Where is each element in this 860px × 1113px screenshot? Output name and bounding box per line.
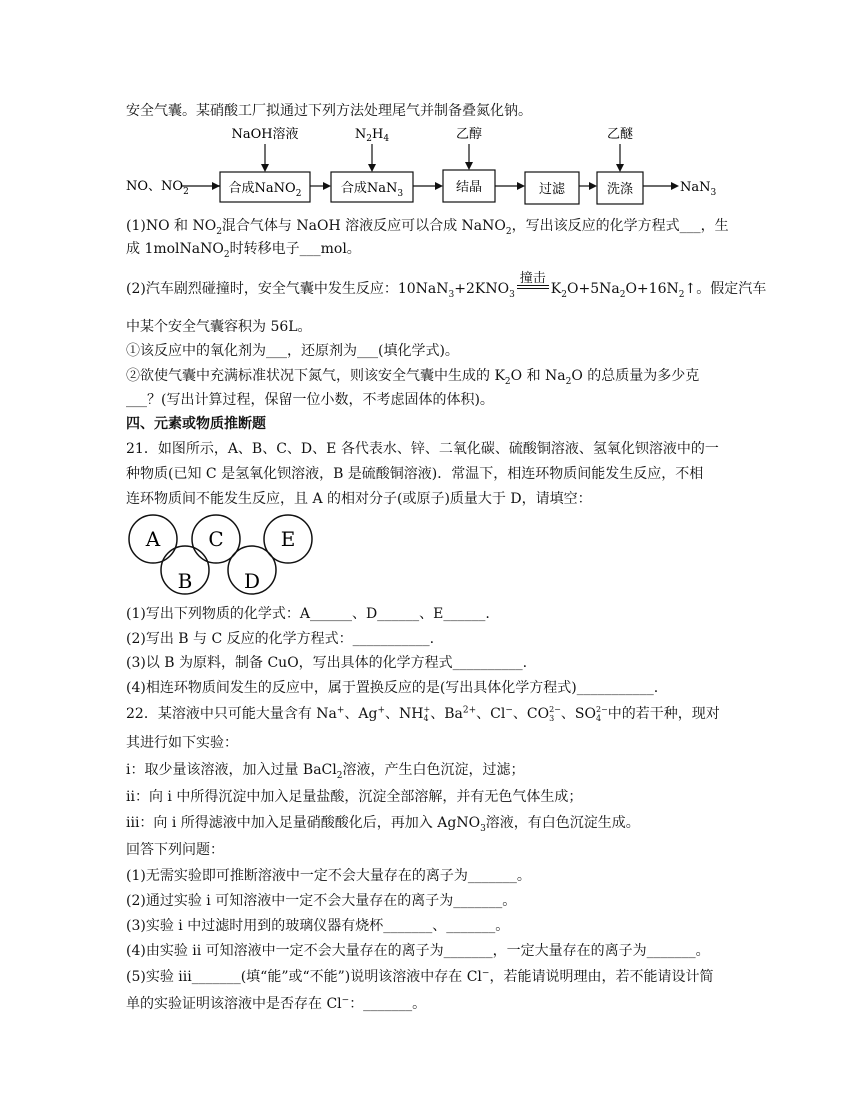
q20-part1-line2: 成 1molNaNO$_2$时转移电子___mol。 [126,241,361,260]
ring-label-b: B [177,569,193,593]
q22-ask: 回答下列问题： [126,842,224,858]
q21-sub2: (2)写出 B 与 C 反应的化学方程式：___________. [126,631,435,647]
svg-text:合成NaN3: 合成NaN$_3$ [340,181,404,199]
process-flow-diagram [120,120,740,216]
reagent-1: NaOH溶液 [231,127,299,142]
q21-line2: 种物质(已知 C 是氢氧化钡溶液，B 是硫酸铜溶液)．常温下，相连环物质间能发生反应，不相 [126,466,704,482]
q21-sub3: (3)以 B 为原料，制备 CuO，写出具体的化学方程式__________. [126,655,528,671]
q20-part4-line2: ___？(写出计算过程，保留一位小数，不考虑固体的体积)。 [126,392,494,408]
q20-part2-line1: (2)汽车剧烈碰撞时，安全气囊中发生反应：$10NaN_3+2KNO_3$ 撞击 $K_2O+5Na_2O+16N_2↑$。假定汽车 [126,271,767,300]
q20-part4-line1: ②欲使气囊中充满标准状况下氮气，则该安全气囊中生成的 $K_2O$ 和 $Na_2O$ 的总质量为多少克 [126,368,700,387]
svg-text:过滤: 过滤 [538,182,566,197]
reagent-4: 乙醚 [606,127,634,142]
section-heading: 四、元素或物质推断题 [126,416,266,432]
reagent-2: $N_2H_4$ [354,127,390,144]
q22-sub3: (3)实验 i 中过滤时用到的玻璃仪器有烧杯_______、_______。 [126,918,510,934]
q22-sub5-line2: 单的实验证明该溶液中是否存在 Cl−：_______。 [126,995,427,1012]
ring-label-d: D [243,569,261,593]
reaction-condition: 撞击 [517,285,549,293]
q21-sub1: (1)写出下列物质的化学式：A______、D______、E______. [126,606,490,622]
rings-diagram [124,512,324,600]
svg-text:洗涤: 洗涤 [606,182,634,197]
q20-part3: ①该反应中的氧化剂为___，还原剂为___(填化学式)。 [126,343,459,359]
q22-sub4: (4)由实验 ii 可知溶液中一定不会大量存在的离子为_______，一定大量存在的离子为_______。 [126,943,710,959]
q22-exp-i: i：取少量该溶液，加入过量 BaCl$_2$溶液，产生白色沉淀，过滤； [126,762,525,781]
flow-end: NaN$_3$ [680,180,717,198]
ring-label-c: C [208,527,224,551]
intro-line: 安全气囊。某硝酸工厂拟通过下列方法处理尾气并制备叠氮化钠。 [126,103,532,119]
q21-line1: 21．如图所示，A、B、C、D、E 各代表水、锌、二氧化碳、硫酸铜溶液、氢氧化钡溶液中的一 [126,441,719,457]
flow-start: NO、$NO_2$ [126,179,189,197]
q22-line2: 其进行如下实验： [126,735,238,751]
q20-part2-line2: 中某个安全气囊容积为 56L。 [126,319,312,335]
q21-sub4: (4)相连环物质间发生的反应中，属于置换反应的是(写出具体化学方程式)___________. [126,680,659,696]
q22-sub2: (2)通过实验 i 可知溶液中一定不会大量存在的离子为_______。 [126,893,517,909]
q22-exp-iii: iii：向 i 所得滤液中加入足量硝酸酸化后，再加入 AgNO$_3$溶液，有白色沉淀生成。 [126,815,640,834]
q22-sub5-line1: (5)实验 iii_______(填“能”或“不能”)说明该溶液中存在 Cl−，若能请说明理由，若不能请设计简 [126,968,714,985]
q22-line1: 22．某溶液中只可能大量含有 Na+、Ag+、NH + 4 、$Ba^{2+}$、Cl−、CO 2− 3 、SO 2− 4 中的若干种，现对 [126,705,720,723]
reagent-3: 乙醇 [455,127,483,142]
ring-label-e: E [280,527,296,551]
q21-line3: 连环物质间不能发生反应，且 A 的相对分子(或原子)质量大于 D，请填空： [126,491,592,507]
svg-text:合成NaNO2: 合成NaNO$_2$ [228,181,302,199]
q22-sub1: (1)无需实验即可推断溶液中一定不会大量存在的离子为_______。 [126,868,531,884]
ring-label-a: A [145,527,161,551]
svg-text:结晶: 结晶 [455,180,483,195]
q20-part1-line1: (1)NO 和 $NO_2$混合气体与 NaOH 溶液反应可以合成 NaNO$_2$，写出该反应的化学方程式___，生 [126,218,729,237]
q22-exp-ii: ii：向 i 中所得沉淀中加入足量盐酸，沉淀全部溶解，并有无色气体生成； [126,789,583,805]
